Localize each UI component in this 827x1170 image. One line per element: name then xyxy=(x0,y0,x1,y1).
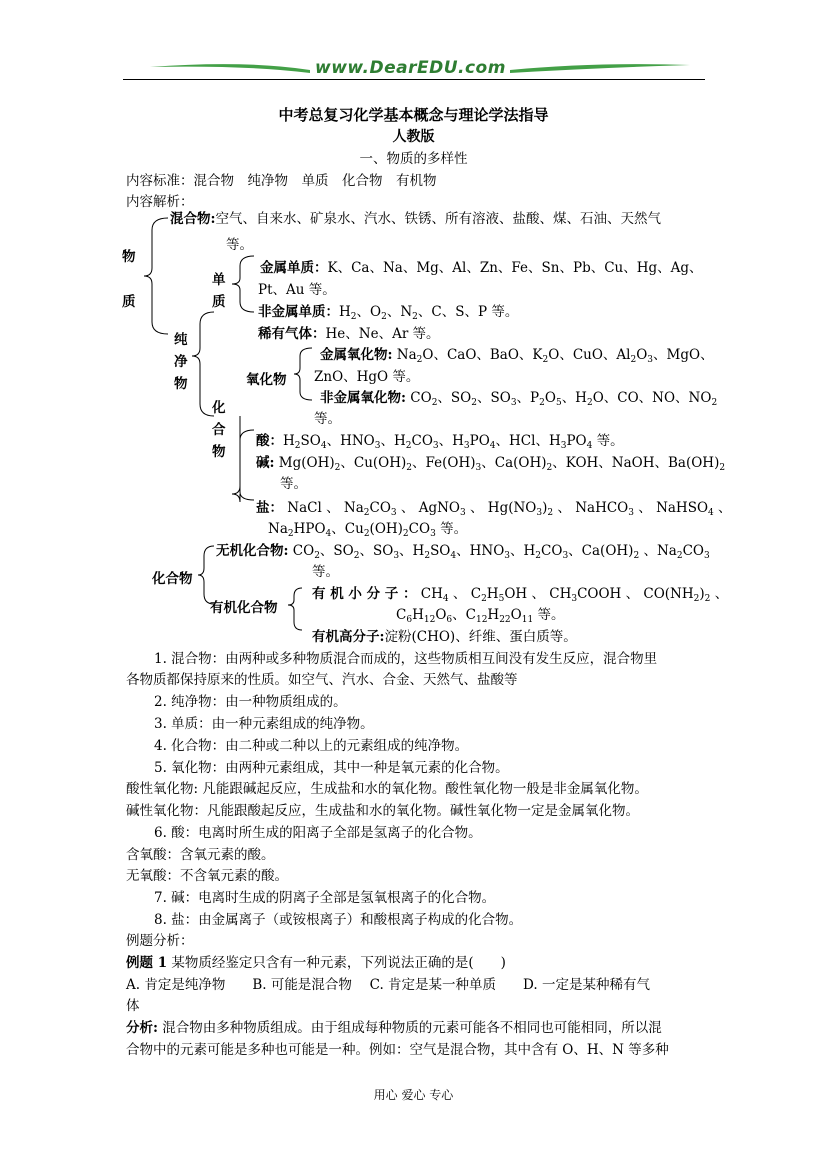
small-molecule-row-cont: $C_6H_{12}O_6$、$C_{12}H_{22}O_{11}$ 等。 xyxy=(396,607,565,625)
page-subtitle: 人教版 xyxy=(392,129,435,145)
element-char1: 单 xyxy=(212,272,226,288)
definition-line: 8. 盐：由金属离子（或铵根离子）和酸根离子构成的化合物。 xyxy=(154,912,523,928)
nonmetal-oxide-row-cont: 等。 xyxy=(314,411,341,427)
definition-line: 4. 化合物：由二种或二种以上的元素组成的纯净物。 xyxy=(154,738,469,754)
noble-gas-label: 稀有气体： xyxy=(258,326,326,342)
metal-element-text: K、Ca、Na、Mg、Al、Zn、Fe、Sn、Pb、Cu、Hg、Ag、 xyxy=(327,260,703,276)
small-molecule-row: 有 机 小 分 子 ： $CH_4$ 、 $C_2H_5OH$ 、 $CH_3COOH$ 、 $CO(NH_2)_2$ 、 xyxy=(312,586,729,604)
nonmetal-oxide-label: 非金属氧化物: xyxy=(320,390,406,406)
noble-gas-text: He、Ne、Ar 等。 xyxy=(325,326,440,342)
metal-element-text-cont: Pt、Au 等。 xyxy=(258,282,336,298)
site-name: www.DearEDU.com xyxy=(315,58,506,78)
example-heading: 例题分析： xyxy=(126,933,194,949)
solution-line1: 分析: 混合物由多种物质组成。由于组成每种物质的元素可能各不相同也可能相同，所以混 xyxy=(126,1020,662,1036)
definition-line: 碱性氧化物：凡能跟酸起反应，生成盐和水的氧化物。碱性氧化物一定是金属氧化物。 xyxy=(126,803,639,819)
oxide-label: 氧化物 xyxy=(246,372,287,388)
tree-root-char1: 物 xyxy=(122,249,136,265)
polymer-label: 有机高分子: xyxy=(312,629,385,645)
example-question: 例题 1 某物质经鉴定只含有一种元素，下列说法正确的是( ) xyxy=(126,955,506,971)
polymer-text: 淀粉(CHO)、纤维、蛋白质等。 xyxy=(384,629,577,645)
metal-oxide-row: 金属氧化物: $Na_2O$、CaO、BaO、$K_2O$、CuO、$Al_2O_3$、MgO、 xyxy=(320,347,714,365)
pure-char3: 物 xyxy=(174,376,188,392)
example-options: A. 肯定是纯净物 B. 可能是混合物 C. 肯定是某一种单质 D. 一定是某种稀有气 xyxy=(126,977,650,993)
definition-line: 7. 碱：电离时生成的阴离子全部是氢氧根离子的化合物。 xyxy=(154,890,496,906)
acid-row: 酸：$H_2SO_4$、$HNO_3$、$H_2CO_3$、$H_3PO_4$、HCl、$H_3PO_4$ 等。 xyxy=(256,433,624,451)
salt-label: 盐： xyxy=(256,500,283,516)
example-options-cont: 体 xyxy=(126,998,140,1014)
definition-line: 含氧酸：含氧元素的酸。 xyxy=(126,847,275,863)
nonmetal-oxide-row: 非金属氧化物: $CO_2$、$SO_2$、$SO_3$、$P_2O_5$、$H_2O$、CO、NO、$NO_2$ xyxy=(320,390,718,408)
content-standard: 内容标准：混合物 纯净物 单质 化合物 有机物 xyxy=(126,173,437,189)
element-char2: 质 xyxy=(212,294,226,310)
definition-line: 5. 氧化物：由两种元素组成，其中一种是氧元素的化合物。 xyxy=(154,760,509,776)
compound-root: 化合物 xyxy=(152,571,193,587)
mixture-label: 混合物: xyxy=(170,211,216,227)
page-title: 中考总复习化学基本概念与理论学法指导 xyxy=(278,106,549,124)
definition-line: 酸性氧化物: 凡能跟碱起反应，生成盐和水的氧化物。酸性氧化物一般是非金属氧化物。 xyxy=(126,781,648,797)
metal-oxide-row-cont: ZnO、HgO 等。 xyxy=(314,369,420,385)
compound-char2: 合 xyxy=(212,422,226,438)
small-molecule-label: 有 机 小 分 子 ： xyxy=(312,586,417,602)
example-label: 例题 1 xyxy=(126,955,168,971)
solution-label: 分析: xyxy=(126,1020,158,1036)
metal-oxide-label: 金属氧化物: xyxy=(320,347,393,363)
pure-char1: 纯 xyxy=(174,332,188,348)
definition-line: 各物质都保持原来的性质。如空气、汽水、合金、天然气、盐酸等 xyxy=(126,672,518,688)
nonmetal-element-label: 非金属单质： xyxy=(258,304,339,320)
mixture-text-cont: 等。 xyxy=(226,237,253,253)
base-label: 碱: xyxy=(256,455,275,471)
base-row: 碱: $Mg(OH)_2$、$Cu(OH)_2$、$Fe(OH)_3$、$Ca(OH)_2$、KOH、NaOH、$Ba(OH)_2$ xyxy=(256,455,726,473)
content-analysis: 内容解析： xyxy=(126,194,194,210)
organic-label: 有机化合物 xyxy=(210,600,278,616)
definition-line: 1. 混合物：由两种或多种物质混合而成的，这些物质相互间没有发生反应，混合物里 xyxy=(154,651,658,667)
definition-line: 6. 酸：电离时所生成的阳离子全部是氢离子的化合物。 xyxy=(154,825,482,841)
definition-line: 3. 单质：由一种元素组成的纯净物。 xyxy=(154,716,374,732)
solution-line2: 合物中的元素可能是多种也可能是一种。例如：空气是混合物，其中含有 O、H、N 等多种 xyxy=(126,1042,669,1058)
definition-line: 2. 纯净物：由一种物质组成的。 xyxy=(154,694,347,710)
mixture-text: 空气、自来水、矿泉水、汽水、铁锈、所有溶液、盐酸、煤、石油、天然气 xyxy=(215,211,661,227)
inorganic-row-cont: 等。 xyxy=(312,564,339,580)
metal-element-label: 金属单质： xyxy=(260,260,328,276)
salt-row-cont: $Na_2HPO_4$、$Cu_2(OH)_2CO_3$ 等。 xyxy=(268,521,468,539)
page-footer: 用心 爱心 专心 xyxy=(373,1088,454,1102)
tree-root-char2: 质 xyxy=(122,294,136,310)
acid-label: 酸： xyxy=(256,433,283,449)
compound-char1: 化 xyxy=(212,400,226,416)
pure-char2: 净 xyxy=(174,354,188,370)
nonmetal-element-row: 非金属单质：$H_2$、$O_2$、$N_2$、C、S、P 等。 xyxy=(258,304,519,322)
base-row-cont: 等。 xyxy=(280,476,307,492)
compound-char3: 物 xyxy=(212,444,226,460)
inorganic-row: 无机化合物: $CO_2$、$SO_2$、$SO_3$、$H_2SO_4$、$HNO_3$、$H_2CO_3$、$Ca(OH)_2$ 、$Na_2CO_3$ xyxy=(216,543,710,561)
salt-row: 盐： NaCl 、 $Na_2CO_3$ 、 AgNO$_3$ 、 $Hg(NO_3)_2$ 、 NaHCO$_3$ 、 NaHSO$_4$ 、 xyxy=(256,500,732,518)
polymer-row xyxy=(312,625,577,645)
inorganic-label: 无机化合物: xyxy=(216,543,289,559)
definition-line: 无氧酸：不含氧元素的酸。 xyxy=(126,868,288,884)
section-heading: 一、物质的多样性 xyxy=(359,151,468,167)
